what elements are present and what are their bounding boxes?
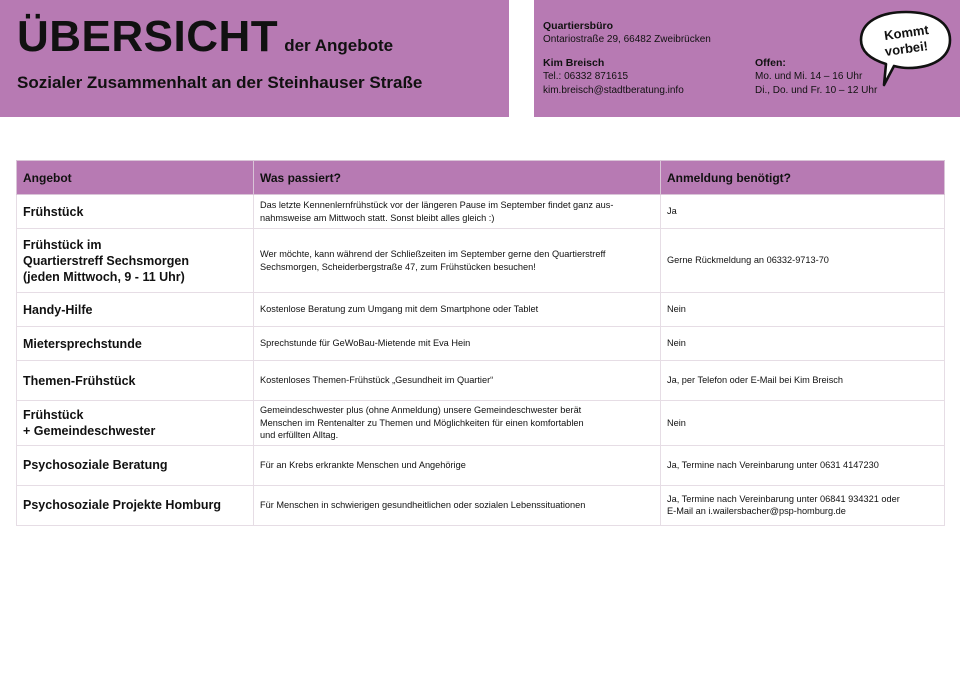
phone-number[interactable]: Tel.: 06332 871615 xyxy=(543,71,629,82)
offer-signup: Ja, Termine nach Vereinbarung unter 0631 4147230 xyxy=(661,445,945,485)
speech-bubble-icon xyxy=(856,8,956,90)
contact-banner xyxy=(534,0,960,117)
offer-description: Das letzte Kennenlernfrühstück vor der längeren Pause im September findet ganz aus- nahmsweise am Mittwoch statt. Sonst bleibt alles gleich :) xyxy=(254,195,661,229)
table-row xyxy=(17,485,945,525)
column-header-offer: Angebot xyxy=(17,161,254,195)
column-header-signup: Anmeldung benötigt? xyxy=(661,161,945,195)
offer-name: Frühstück xyxy=(17,195,254,229)
offer-description: Kostenlose Beratung zum Umgang mit dem Smartphone oder Tablet xyxy=(254,293,661,327)
bubble-text-line1: Kommt xyxy=(883,22,930,44)
offer-name: Psychosoziale Projekte Homburg xyxy=(17,485,254,525)
opening-hours-2: Di., Do. und Fr. 10 – 12 Uhr xyxy=(755,85,878,96)
offer-name: Frühstück + Gemeindeschwester xyxy=(17,401,254,446)
offer-description: Sprechstunde für GeWoBau-Mietende mit Eva Hein xyxy=(254,327,661,361)
office-address: Ontariostraße 29, 66482 Zweibrücken xyxy=(543,34,711,45)
person-block xyxy=(543,56,684,98)
offer-description: Für an Krebs erkrankte Menschen und Angehörige xyxy=(254,445,661,485)
offer-name: Themen-Frühstück xyxy=(17,361,254,401)
office-label: Quartiersbüro xyxy=(543,20,614,32)
offer-name: Psychosoziale Beratung xyxy=(17,445,254,485)
offer-description: Wer möchte, kann während der Schließzeiten im September gerne den Quartierstreff Sechsmorgen, Scheiderbergstraße 47, zum Frühstücken besuchen! xyxy=(254,229,661,293)
table-row xyxy=(17,445,945,485)
offer-signup: Ja, Termine nach Vereinbarung unter 06841 934321 oder E-Mail an i.wailersbacher@psp-homburg.de xyxy=(661,485,945,525)
offers-table xyxy=(16,160,945,526)
offer-name: Mietersprechstunde xyxy=(17,327,254,361)
page-title-suffix: der Angebote xyxy=(284,36,394,55)
offer-description: Gemeindeschwester plus (ohne Anmeldung) unsere Gemeindeschwester berät Menschen im Rentenalter zu Themen und Möglichkeiten für einen komfortablen und erfüllten Alltag. xyxy=(254,401,661,446)
table-row xyxy=(17,229,945,293)
open-label: Offen: xyxy=(755,57,786,69)
title-row xyxy=(17,12,393,62)
offer-signup: Ja xyxy=(661,195,945,229)
email-address[interactable]: kim.breisch@stadtberatung.info xyxy=(543,85,684,96)
page-subtitle: Sozialer Zusammenhalt an der Steinhauser Straße xyxy=(17,73,423,92)
title-banner xyxy=(0,0,509,117)
page-title: ÜBERSICHT xyxy=(17,12,279,61)
offer-signup: Gerne Rückmeldung an 06332-9713-70 xyxy=(661,229,945,293)
offer-description: Für Menschen in schwierigen gesundheitlichen oder sozialen Lebenssituationen xyxy=(254,485,661,525)
table-row xyxy=(17,361,945,401)
column-header-description: Was passiert? xyxy=(254,161,661,195)
offer-signup: Nein xyxy=(661,327,945,361)
person-name: Kim Breisch xyxy=(543,57,605,69)
office-block xyxy=(543,19,711,47)
table-header-row xyxy=(17,161,945,195)
offer-name: Frühstück im Quartierstreff Sechsmorgen (jeden Mittwoch, 9 - 11 Uhr) xyxy=(17,229,254,293)
opening-hours-1: Mo. und Mi. 14 – 16 Uhr xyxy=(755,71,863,82)
table-row xyxy=(17,195,945,229)
table-row xyxy=(17,401,945,446)
bubble-text-line2: vorbei! xyxy=(883,38,929,59)
table-row xyxy=(17,327,945,361)
offer-description: Kostenloses Themen-Frühstück „Gesundheit im Quartier“ xyxy=(254,361,661,401)
offer-signup: Nein xyxy=(661,401,945,446)
offer-signup: Ja, per Telefon oder E-Mail bei Kim Breisch xyxy=(661,361,945,401)
offer-name: Handy-Hilfe xyxy=(17,293,254,327)
offer-signup: Nein xyxy=(661,293,945,327)
table-row xyxy=(17,293,945,327)
